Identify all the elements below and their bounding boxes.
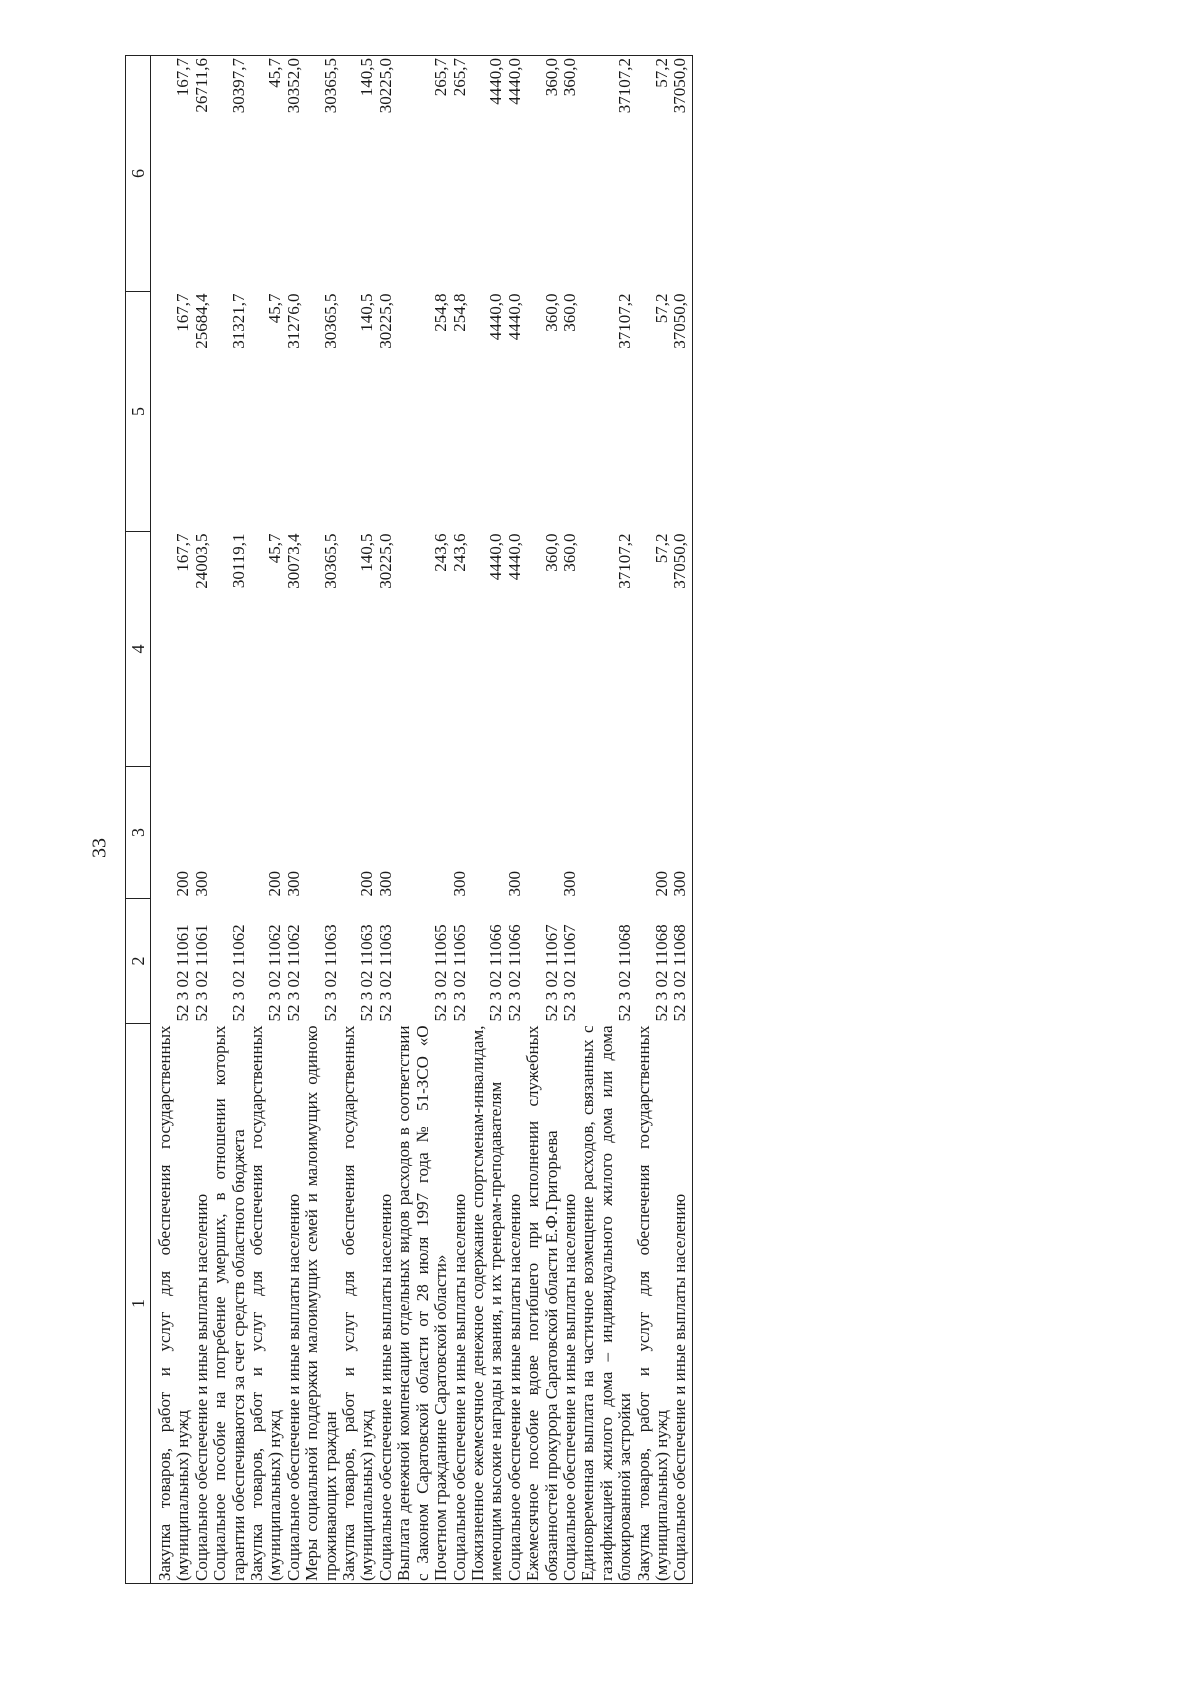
row-value-col6: 4440,0 [469, 56, 506, 292]
row-value-col5: 140,5 [357, 293, 377, 332]
row-value-col4: 360,0 [559, 533, 579, 572]
row-target-code: 52 3 02 11063 [357, 924, 377, 1022]
row-target-code: 52 3 02 11062 [228, 924, 248, 1022]
row-value-col6: 167,7 [151, 56, 193, 292]
row-value-col5: 4440,0 [504, 293, 524, 341]
row-target-code: 52 3 02 11061 [191, 924, 211, 1022]
row-value-col4: 30225,0 [375, 533, 395, 589]
row-description: Закупка товаров, работ и услуг для обеспечения государственных (муниципальных) нужд [248, 1024, 285, 1584]
row-value-col6: 37107,2 [579, 56, 634, 292]
row-value-col6: 360,0 [561, 56, 579, 292]
table-row [561, 56, 579, 1584]
table-row [377, 56, 395, 1584]
column-header: 1 [126, 1024, 151, 1584]
row-value-col6: 360,0 [524, 56, 561, 292]
row-target-code: 52 3 02 11065 [449, 924, 469, 1022]
row-target-code: 52 3 02 11062 [283, 924, 303, 1022]
row-value-col5: 45,7 [265, 293, 285, 324]
row-value-col4: 45,7 [265, 533, 285, 564]
row-value-col5: 25684,4 [191, 293, 211, 349]
row-value-col5: 30225,0 [375, 293, 395, 349]
row-description: Меры социальной поддержки малоимущих семей и малоимущих одиноко проживающих граждан [303, 1024, 340, 1584]
row-value-col4: 57,2 [651, 533, 671, 564]
row-expense-type: 200 [265, 871, 285, 897]
row-expense-type [395, 767, 450, 899]
row-value-col6: 4440,0 [506, 56, 524, 292]
row-expense-type [524, 767, 561, 899]
row-expense-type: 300 [375, 871, 395, 897]
row-target-code: 52 3 02 11061 [173, 924, 193, 1022]
table-row [395, 56, 450, 1584]
row-value-col4: 37050,0 [671, 532, 692, 767]
row-value-col4: 37107,2 [615, 533, 635, 589]
row-value-col4: 4440,0 [504, 533, 524, 581]
row-value-col5: 254,8 [449, 293, 469, 332]
row-value-col5: 167,7 [173, 293, 193, 332]
row-value-col4: 30119,1 [228, 533, 248, 589]
row-target-code: 52 3 02 11065 [431, 924, 451, 1022]
row-target-code: 52 3 02 11068 [615, 924, 635, 1022]
row-target-code: 52 3 02 11068 [671, 899, 692, 1024]
row-expense-type: 300 [671, 767, 692, 899]
row-value-col5: 360,0 [541, 293, 561, 332]
table-row [506, 56, 524, 1584]
budget-table [125, 55, 693, 1584]
row-value-col4: 243,6 [431, 533, 451, 572]
row-description: Социальное обеспечение и иные выплаты населению [193, 1024, 211, 1584]
row-value-col4: 4440,0 [486, 533, 506, 581]
row-value-col6: 30397,7 [211, 56, 248, 292]
row-description: Социальное пособие на погребение умерших, в отношении которых гарантии обеспечиваются за счет средств областного бюджета [211, 1024, 248, 1584]
table-header-row [126, 56, 151, 1584]
row-value-col4: 140,5 [357, 533, 377, 572]
table-row [151, 56, 193, 1584]
row-value-col6: 30352,0 [285, 56, 303, 292]
row-target-code: 52 3 02 11067 [559, 924, 579, 1022]
row-description: Социальное обеспечение и иные выплаты населению [561, 1024, 579, 1584]
row-value-col5: 30365,5 [320, 293, 340, 349]
row-description: Социальное обеспечение и иные выплаты населению [285, 1024, 303, 1584]
row-target-code: 52 3 02 11067 [541, 924, 561, 1022]
table-row [469, 56, 506, 1584]
row-value-col6: 265,7 [451, 56, 469, 292]
row-target-code: 52 3 02 11063 [375, 924, 395, 1022]
table-row [671, 56, 692, 1584]
row-value-col4: 24003,5 [191, 533, 211, 589]
table-row [193, 56, 211, 1584]
row-value-col6: 37050,0 [671, 56, 692, 292]
column-header: 5 [126, 292, 151, 532]
table-row [248, 56, 285, 1584]
row-expense-type [469, 767, 506, 899]
row-description: Закупка товаров, работ и услуг для обеспечения государственных (муниципальных) нужд [151, 1024, 193, 1584]
row-description: Закупка товаров, работ и услуг для обеспечения государственных (муниципальных) нужд [635, 1024, 672, 1584]
column-header: 6 [126, 56, 151, 292]
row-value-col6: 57,2 [635, 56, 672, 292]
row-value-col5: 4440,0 [486, 293, 506, 341]
row-expense-type: 300 [191, 871, 211, 897]
table-row [451, 56, 469, 1584]
row-value-col5: 254,8 [431, 293, 451, 332]
row-target-code: 52 3 02 11062 [265, 924, 285, 1022]
row-value-col5: 360,0 [559, 293, 579, 332]
row-value-col4: 30073,4 [283, 533, 303, 589]
row-target-code: 52 3 02 11068 [651, 924, 671, 1022]
row-expense-type: 200 [651, 871, 671, 897]
row-description: Закупка товаров, работ и услуг для обеспечения государственных (муниципальных) нужд [340, 1024, 377, 1584]
row-value-col6: 30365,5 [303, 56, 340, 292]
row-value-col6: 26711,6 [193, 56, 211, 292]
row-expense-type [211, 767, 248, 899]
table-row [211, 56, 248, 1584]
column-header: 2 [126, 899, 151, 1024]
row-description: Социальное обеспечение и иные выплаты населению [377, 1024, 395, 1584]
table-row [303, 56, 340, 1584]
row-expense-type: 200 [357, 871, 377, 897]
row-value-col6: 140,5 [340, 56, 377, 292]
row-value-col4: 243,6 [449, 533, 469, 572]
row-target-code: 52 3 02 11066 [504, 924, 524, 1022]
row-expense-type: 300 [559, 871, 579, 897]
row-description: Ежемесячное пособие вдове погибшего при исполнении служебных обязанностей прокурора Саратовской области Е.Ф.Григорьева [524, 1024, 561, 1584]
table-row [635, 56, 672, 1584]
row-description: Социальное обеспечение и иные выплаты населению [506, 1024, 524, 1584]
table-row [340, 56, 377, 1584]
column-header: 3 [126, 767, 151, 899]
row-target-code: 52 3 02 11066 [486, 924, 506, 1022]
row-expense-type: 300 [449, 871, 469, 897]
row-expense-type [579, 767, 634, 899]
row-description: Социальное обеспечение и иные выплаты населению [451, 1024, 469, 1584]
row-value-col4: 167,7 [173, 533, 193, 572]
row-expense-type: 300 [283, 871, 303, 897]
table-body [151, 56, 693, 1584]
row-value-col5: 37050,0 [671, 292, 692, 532]
row-value-col6: 30225,0 [377, 56, 395, 292]
row-description: Социальное обеспечение и иные выплаты населению [671, 1024, 692, 1584]
row-value-col5: 31276,0 [283, 293, 303, 349]
row-target-code: 52 3 02 11063 [320, 924, 340, 1022]
table-row [524, 56, 561, 1584]
row-value-col5: 57,2 [651, 293, 671, 324]
row-value-col4: 30365,5 [320, 533, 340, 589]
row-description: Выплата денежной компенсации отдельных видов расходов в соответствии с Законом Саратовской области от 28 июля 1997 года № 51-ЗСО «О Почетном гражданине Саратовской области» [395, 1024, 450, 1584]
row-value-col5: 37107,2 [615, 293, 635, 349]
row-expense-type: 300 [504, 871, 524, 897]
row-value-col5: 31321,7 [228, 293, 248, 349]
table-row [579, 56, 634, 1584]
row-description: Единовременная выплата на частичное возмещение расходов, связанных с газификацией жилого дома – индивидуального жилого дома или дома блокированной застройки [579, 1024, 634, 1584]
row-expense-type: 200 [173, 871, 193, 897]
row-value-col4: 360,0 [541, 533, 561, 572]
row-value-col6: 45,7 [248, 56, 285, 292]
row-expense-type [303, 767, 340, 899]
row-description: Пожизненное ежемесячное денежное содержание спортсменам-инвалидам, имеющим высокие награды и звания, и их тренерам-преподавателям [469, 1024, 506, 1584]
column-header: 4 [126, 532, 151, 767]
row-value-col6: 265,7 [395, 56, 450, 292]
page-number: 33 [88, 838, 111, 858]
table-row [285, 56, 303, 1584]
